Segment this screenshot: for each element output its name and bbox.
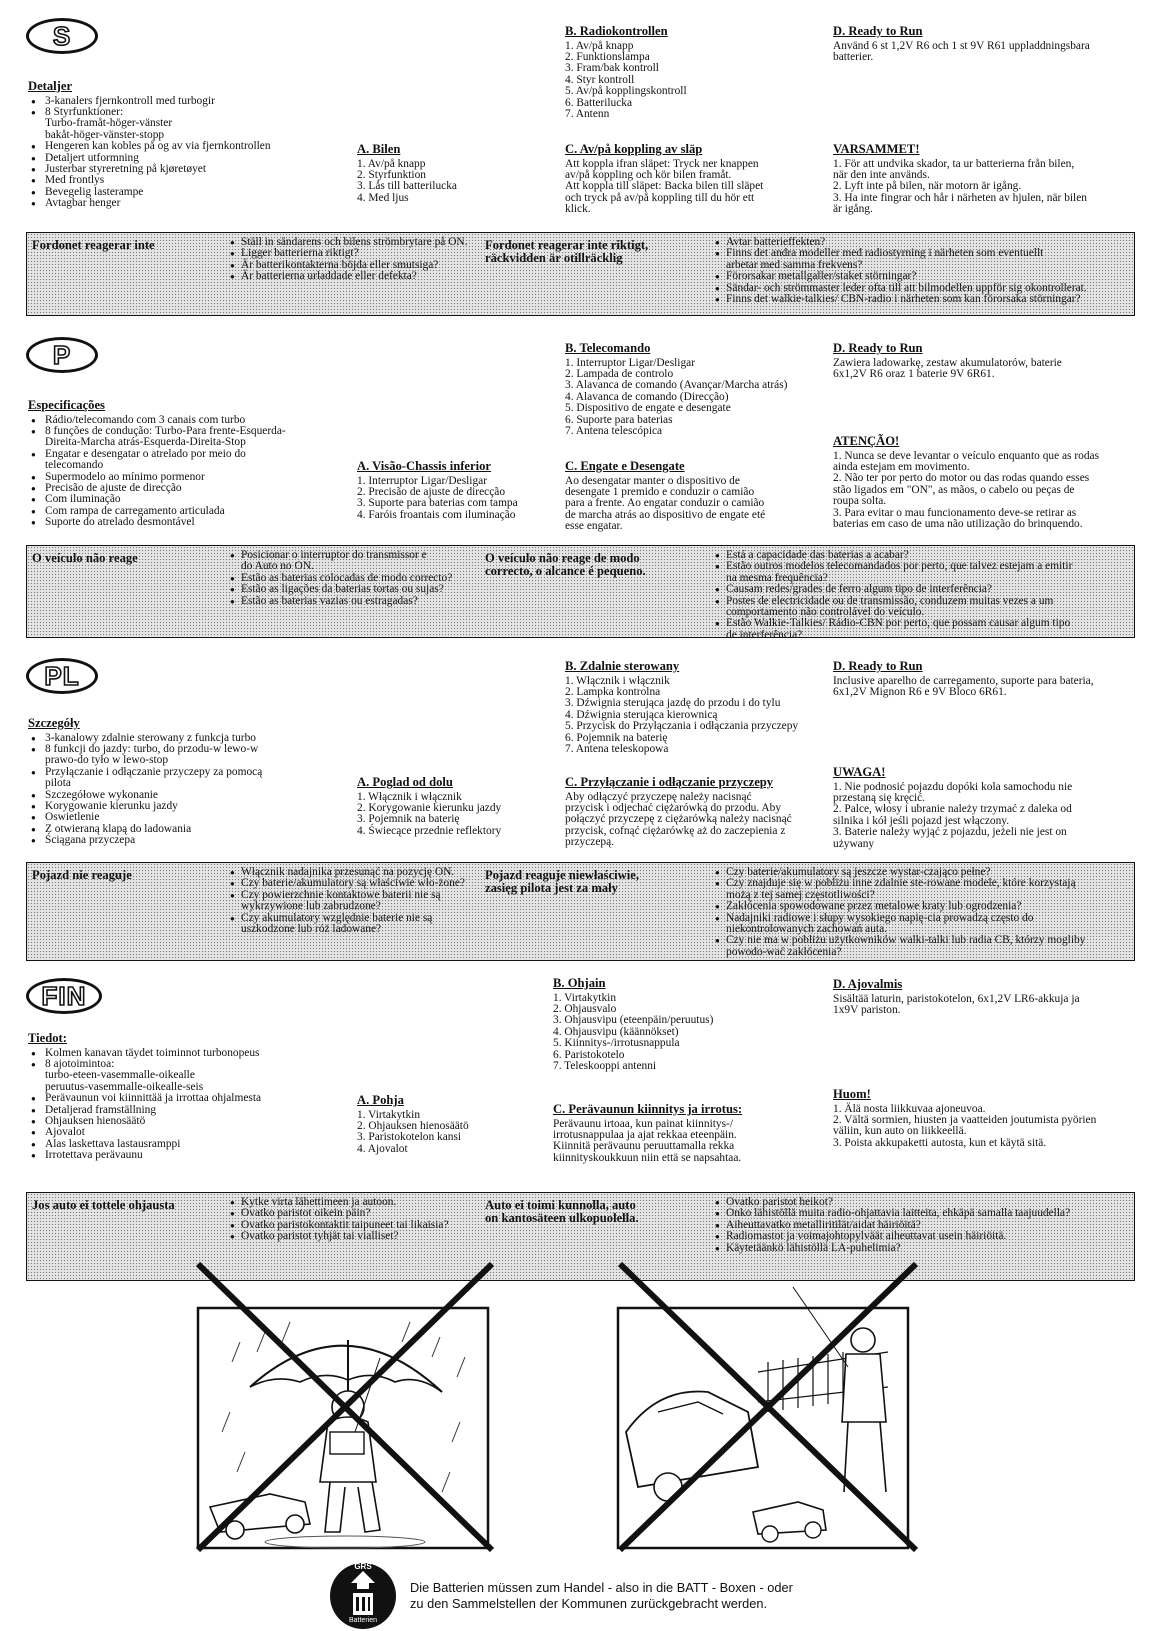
list-item: ● Szczegółowe wykonanie [28, 790, 328, 801]
trouble-label-1: Jos auto ei tottele ohjausta [32, 1198, 175, 1212]
list-item: ● Czy powierzchnie kontaktowe baterii nie są wykrzywione lub zabrudzone? [227, 890, 497, 913]
part-a-list [357, 476, 557, 522]
details-block [28, 80, 328, 210]
list-item: 1. För att undvika skador, ta ur batterierna från bilen, när den inte används. [833, 157, 1075, 181]
warning-list [833, 1104, 1138, 1150]
trouble-list-2 [712, 867, 1132, 958]
part-b-block [565, 342, 815, 437]
list-item: 5. Dispositivo de engate e desengate [565, 402, 731, 415]
list-item: ● Perävaunun voi kiinnittää ja irrottaa ohjalmesta [28, 1093, 338, 1104]
list-item: ● Supermodelo ao mínimo pormenor [28, 472, 328, 483]
trouble-label-2: Auto ei toimi kunnolla, auto on kantosäteen ulkopuolella. [485, 1198, 639, 1225]
list-item: ● Czy baterie/akumulatory są jeszcze wystar-czająco pełne? [712, 867, 1132, 878]
list-item: 3. Para evitar o mau funcionamento deve-se retirar as baterias em caso de uma não utilização do brinquendo. [833, 506, 1083, 531]
list-item: 4. Ohjausvipu (käännökset) [553, 1025, 679, 1038]
list-item: ● Ściągana przyczepa [28, 835, 328, 846]
footer-text [410, 1580, 793, 1612]
list-item: ● Czy akumulatory względnie baterie nie są uszkodzone lub róż ladowane? [227, 913, 497, 936]
part-c-block [565, 143, 805, 216]
list-item: 2. Korygowanie kierunku jazdy [357, 802, 502, 814]
list-item: 2. Lampada de controlo [565, 368, 674, 380]
trouble-list-2 [712, 237, 1132, 305]
warning-title: VARSAMMET! [833, 142, 920, 156]
part-d-text: Använd 6 st 1,2V R6 och 1 st 9V R61 uppladdningsbara batterier. [833, 39, 1090, 63]
list-item: 3. Dźwignia sterująca jazdę do przodu i do tylu [565, 697, 781, 710]
list-item: ● Está a capacidade das baterias a acabar? [712, 550, 1132, 561]
language-badge: PL [26, 658, 98, 694]
list-item: 7. Teleskooppi antenni [553, 1060, 657, 1073]
list-item: ● Estão as ligações da baterias tortas ou sujas? [227, 584, 497, 595]
part-a-block [357, 1094, 537, 1155]
part-b-block [565, 660, 825, 755]
list-item: ● Ovatko paristot oikein päin? [227, 1208, 497, 1219]
list-item: 3. Paristokotelon kansi [357, 1131, 462, 1144]
logo-top-text: GRS [354, 1562, 372, 1571]
part-b-block [553, 977, 793, 1072]
part-b-list [565, 676, 825, 756]
list-item: 6. Batterilucka [565, 96, 633, 109]
list-item: 1. Interruptor Ligar/Desligar [357, 474, 487, 487]
list-item: ● Justerbar styreretning på kjøretøyet [28, 164, 328, 175]
logo-bottom-text: Batterien [348, 1617, 378, 1624]
part-b-title: B. Radiokontrollen [565, 24, 668, 38]
list-item: ● Engatar e desengatar o atrelado por meio do telecomando [28, 449, 328, 472]
list-item: 5. Av/på kopplingskontroll [565, 85, 687, 98]
details-block [28, 717, 328, 847]
details-title: Detaljer [28, 79, 73, 93]
list-item: ● Estão Walkie-Talkies/ Rádio-CBN por perto, que possam causar algum tipo de interferência? [712, 618, 1132, 641]
warning-block [833, 435, 1138, 530]
details-title: Especificações [28, 398, 105, 412]
list-item: 3. Ohjausvipu (eteenpäin/peruutus) [553, 1014, 714, 1027]
part-d-text: Inclusive aparelho de carregamento, suporte para bateria, 6x1,2V Mignon R6 e 9V Bloco 6R61. [833, 674, 1094, 698]
list-item: ● Aiheuttavatko metalliritilät/aidat häiriöitä? [712, 1220, 1132, 1231]
part-d-text: Zawiera ladowarkę, zestaw akumulatorów, baterie 6x1,2V R6 oraz 1 baterie 9V 6R61. [833, 356, 1062, 380]
details-title: Tiedot: [28, 1031, 67, 1045]
part-d-title: D. Ready to Run [833, 659, 923, 673]
list-item: 3. Lås till batterilucka [357, 180, 457, 193]
part-a-block [357, 143, 537, 204]
trouble-label-2: O veículo não reage de modo correcto, o alcance é pequeno. [485, 551, 646, 578]
trouble-label-1: Pojazd nie reaguje [32, 868, 132, 882]
trouble-list-1 [227, 237, 497, 283]
list-item: 4. Styr kontroll [565, 73, 635, 86]
part-b-title: B. Zdalnie sterowany [565, 659, 680, 673]
part-c-title: C. Engate e Desengate [565, 459, 685, 473]
part-a-list [357, 159, 537, 205]
language-badge: FIN [26, 978, 102, 1014]
list-item: ● Hengeren kan kobles på og av via fjernkontrollen [28, 141, 328, 152]
list-item: ● Nadajniki radiowe i słupy wysokiego napię-cia prowadzą często do niekontrolowanych zachowań auta. [712, 913, 1132, 936]
part-c-title: C. Przyłączanie i odłączanie przyczepy [565, 775, 774, 789]
list-item: 3. Suporte para baterias com tampa [357, 497, 518, 510]
list-item: 5. Przycisk do Przyłączania i odłączania przyczepy [565, 720, 799, 733]
list-item: ● Kolmen kanavan täydet toiminnot turbonopeus [28, 1048, 338, 1059]
troubleshooting-box [26, 862, 1135, 961]
list-item: ● Ställ in sändarens och bilens strömbrytare på ON. [227, 237, 497, 248]
warning-title: ATENÇÃO! [833, 434, 900, 448]
language-badge: P [26, 337, 98, 373]
list-item: ● Rádio/telecomando com 3 canais com turbo [28, 415, 328, 426]
details-list [28, 96, 328, 210]
troubleshooting-box [26, 545, 1135, 641]
part-b-title: B. Ohjain [553, 976, 606, 990]
list-item: ● 8 funções de condução: Turbo-Para frente-Esquerda- Direita-Marcha atrás-Esquerda-Direita-Stop [28, 426, 328, 449]
list-item: ● Finns det andra modeller med radiostyrning i närheten som eventuellt arbetar med samma frekvens? [712, 248, 1132, 271]
list-item: 6. Pojemnik na baterię [565, 731, 668, 744]
trouble-list-1 [227, 550, 497, 607]
list-item: 4. Alavanca de comando (Direcção) [565, 390, 729, 403]
part-a-block [357, 460, 557, 521]
list-item: 2. Lyft inte på bilen, när motorn är igång. [833, 180, 1022, 193]
list-item: ● Är batterikontakterna böjda eller smutsiga? [227, 260, 497, 271]
list-item: ● Suporte do atrelado desmontável [28, 517, 328, 528]
trouble-list-1 [227, 1197, 497, 1243]
list-item: 1. Nunca se deve levantar o veículo enquanto que as rodas ainda estejam em movimento. [833, 449, 1100, 473]
list-item: ● Ajovalot [28, 1127, 338, 1138]
warning-list [833, 451, 1138, 531]
list-item: 6. Suporte para baterias [565, 413, 673, 426]
list-item: ● Ovatko paristot heikot? [712, 1197, 1132, 1208]
part-c-text: Ao desengatar manter o dispositivo de desengate 1 premido e conduzir o camião para a frente. Ao engatar conduzir o camião de marcha atrás ao dispositivo de engate eté esse engatar. [565, 474, 766, 533]
list-item: 4. Faróis froantais com iluminação [357, 508, 516, 521]
list-item: ● Korygowanie kierunku jazdy [28, 801, 328, 812]
list-item: ● Z otwieraną klapą do ladowania [28, 824, 328, 835]
warning-block [833, 1088, 1138, 1149]
part-a-title: A. Pohja [357, 1093, 404, 1107]
part-a-title: A. Bilen [357, 142, 401, 156]
list-item: ● 8 Styrfunktioner: Turbo-framåt-höger-vänster bakåt-höger-vänster-stopp [28, 107, 328, 141]
list-item: ● Sändar- och strömmaster leder ofta till att bilmodellen uppför sig okontrollerat. [712, 283, 1132, 294]
list-item: ● 3-kanalowy zdalnie sterowany z funkcja turbo [28, 733, 328, 744]
part-a-list [357, 792, 557, 838]
list-item: ● Włącznik nadajnika przesunąć na pozycję ON. [227, 867, 497, 878]
list-item: ● Käytetäänkö lähistöllä LA-puhelimia? [712, 1243, 1132, 1254]
list-item: 3. Poista akkupaketti autosta, kun et käytä sitä. [833, 1136, 1047, 1149]
part-a-block [357, 776, 557, 837]
list-item: 2. Palce, włosy i ubranie należy trzymać z daleka od silnika i kół jeśli pojazd jest włączony. [833, 803, 1072, 827]
part-c-block [553, 1103, 793, 1164]
part-d-block [833, 978, 1138, 1016]
troubleshooting-box [26, 232, 1135, 316]
part-c-text: Perävaunu irtoaa, kun painat kiinnitys-/ irrotusnappulaa ja ajat rekkaa eteenpäin. Kiinnitä perävaunu peruuttamalla rekka kiinnityskoukkuun niin että se napsahtaa. [553, 1117, 742, 1164]
crossed-out-street-illustration [598, 1262, 928, 1557]
part-d-title: D. Ready to Run [833, 341, 923, 355]
list-item: ● Ligger batterierna riktigt? [227, 248, 497, 259]
list-item: ● Alas laskettava lastausramppi [28, 1139, 338, 1150]
list-item: 4. Świecące przednie reflektory [357, 824, 502, 837]
list-item: ● Precisão de ajuste de direcção [28, 483, 328, 494]
list-item: 7. Antenn [565, 108, 610, 121]
details-block [28, 399, 328, 529]
list-item: 3. Ha inte fingrar och hår i närheten av hjulen, när bilen är igång. [833, 191, 1087, 216]
list-item: ● Detaljert utformning [28, 153, 328, 164]
list-item: 1. Włącznik i włącznik [357, 790, 462, 803]
part-c-text: Att koppla ifran släpet: Tryck ner knappen av/på koppling och kör bilen framåt. Att koppla till släpet: Backa bilen till släpet och tryck på av/på koppling till du hör ett klick. [565, 157, 764, 216]
list-item: ● Zakłócenia spowodowane przez metalowe kraty lub ogrodzenia? [712, 901, 1132, 912]
footer-line-2: zu den Sammelstellen der Kommunen zurückgebracht werden. [410, 1596, 768, 1611]
warning-list [833, 159, 1138, 216]
details-title: Szczegóły [28, 716, 80, 730]
list-item: ● Ovatko paristokontaktit taipuneet tai likaisia? [227, 1220, 497, 1231]
part-a-title: A. Visão-Chassis inferior [357, 459, 491, 473]
part-c-text: Aby odłączyć przyczepę należy nacisnąć przycisk i odjechać ciężarówką do przodu. Aby połączyć przyczepę z ciężarówką należy nacisnąć przycisk, cofnąć ciężarówkę aż do zaczepienia z przyczepą. [565, 790, 792, 849]
language-badge: S [26, 18, 98, 54]
list-item: ● Irrotettava perävaunu [28, 1150, 338, 1161]
list-item: 3. Alavanca de comando (Avançar/Marcha atrás) [565, 379, 788, 392]
list-item: 3. Baterie należy wyjąć z pojazdu, jeżeli nie jest on używany [833, 826, 1067, 850]
warning-list [833, 782, 1138, 850]
list-item: ● Przyłączanie i odłączanie przyczepy za pomocą pilota [28, 767, 328, 790]
part-c-title: C. Av/på koppling av släp [565, 142, 703, 156]
details-list [28, 733, 328, 847]
warning-block [833, 143, 1138, 216]
trouble-label-1: Fordonet reagerar inte [32, 238, 155, 252]
list-item: 2. Ohjauksen hienosäätö [357, 1120, 469, 1132]
list-item: 6. Paristokotelo [553, 1048, 625, 1061]
list-item: ● Med frontlys [28, 175, 328, 186]
list-item: ● Com rampa de carregamento articulada [28, 506, 328, 517]
list-item: ● Causam redes/grades de ferro algum tipo de interferência? [712, 584, 1132, 595]
list-item: ● 8 ajotoimintoa: turbo-eteen-vasemmalle-oikealle peruutus-vasemmalle-oikealle-seis [28, 1059, 338, 1093]
part-b-block [565, 25, 805, 120]
trouble-label-2: Pojazd reaguje niewłaściwie, zasięg pilota jest za mały [485, 868, 640, 895]
footer-line-1: Die Batterien müssen zum Handel - also in die BATT - Boxen - oder [410, 1580, 793, 1595]
list-item: ● Kytke virta lähettimeen ja autoon. [227, 1197, 497, 1208]
list-item: ● 8 funkcji do jazdy: turbo, do przodu-w lewo-w prawo-do tyło w lewo-stop [28, 744, 328, 767]
list-item: 5. Kiinnitys-/irrotusnappula [553, 1037, 680, 1050]
list-item: ● Czy nie ma w pobliżu użytkowników walki-talki lub radia CB, którzy mogliby powodo-wać zakłócenia? [712, 935, 1132, 958]
list-item: 1. Virtakytkin [553, 991, 617, 1004]
list-item: 3. Fram/bak kontroll [565, 62, 659, 75]
part-b-list [565, 358, 815, 438]
list-item: ● Ohjauksen hienosäätö [28, 1116, 338, 1127]
list-item: 1. Älä nosta liikkuvaa ajoneuvoa. [833, 1102, 986, 1115]
trouble-label-2: Fordonet reagerar inte riktigt, räckvidden är otillräcklig [485, 238, 649, 265]
list-item: 1. Virtakytkin [357, 1108, 421, 1121]
part-d-title: D. Ajovalmis [833, 977, 903, 991]
list-item: 1. Włącznik i włącznik [565, 674, 670, 687]
list-item: ● Czy baterie/akumulatory są właściwie wło-żone? [227, 878, 497, 889]
list-item: 3. Pojemnik na baterię [357, 813, 460, 826]
list-item: 4. Ajovalot [357, 1142, 408, 1155]
list-item: 7. Antena teleskopowa [565, 743, 669, 756]
details-list [28, 415, 328, 529]
details-list [28, 1048, 338, 1162]
list-item: 4. Med ljus [357, 191, 409, 204]
list-item: ● Avtagbar henger [28, 198, 328, 209]
list-item: 4. Dźwignia sterująca kierownicą [565, 708, 718, 721]
list-item: 1. Av/på knapp [357, 157, 426, 170]
list-item: 2. Lampka kontrolna [565, 686, 661, 698]
list-item: 2. Precisão de ajuste de direcção [357, 486, 506, 498]
trouble-list-2 [712, 550, 1132, 641]
list-item: 2. Styrfunktion [357, 169, 426, 181]
list-item: ● Com iluminação [28, 494, 328, 505]
part-b-list [553, 993, 793, 1073]
warning-title: UWAGA! [833, 765, 886, 779]
list-item: 7. Antena telescópica [565, 425, 663, 438]
list-item: ● Posicionar o interruptor do transmissor e do Auto no ON. [227, 550, 497, 573]
warning-title: Huom! [833, 1087, 871, 1101]
list-item: ● Ovatko paristot tyhjät tai vialliset? [227, 1231, 497, 1242]
list-item: ● Estão outros modelos telecomandados por perto, que talvez estejam a emitir na mesma frequência? [712, 561, 1132, 584]
list-item: ● Estão as baterias vazias ou estragadas? [227, 596, 497, 607]
list-item: 2. Não ter por perto do motor ou das rodas quando esses stão ligados em "ON", as mãos, o cabelo ou peças de roupa solta. [833, 472, 1090, 508]
list-item: ● Czy znajduje się w pobliżu inne zdalnie ste-rowane modele, które korzystają możą z tej samej częstotliwości? [712, 878, 1132, 901]
list-item: 1. Nie podnosić pojazdu dopóki kola samochodu nie przestaną się kręcić. [833, 780, 1073, 804]
details-block [28, 1032, 338, 1162]
list-item: ● Förorsakar metallgaller/staket störningar? [712, 271, 1132, 282]
part-c-block [565, 460, 805, 533]
list-item: 2. Funktionslampa [565, 51, 650, 63]
list-item: ● Postes de electricidade ou de transmissão, conduzem muitas vezes a um comportamento não controlável do veículo. [712, 596, 1132, 619]
list-item: ● Detaljerad framställning [28, 1105, 338, 1116]
list-item: ● Bevegelig lasterampe [28, 187, 328, 198]
part-a-list [357, 1110, 537, 1156]
list-item: 1. Av/på knapp [565, 39, 634, 52]
part-d-text: Sisältää laturin, paristokotelon, 6x1,2V LR6-akkuja ja 1x9V pariston. [833, 992, 1080, 1016]
list-item: ● Oswietlenie [28, 812, 328, 823]
list-item: ● 3-kanalers fjernkontroll med turbogir [28, 96, 328, 107]
trouble-label-1: O veículo não reage [32, 551, 138, 565]
crossed-out-rain-illustration [180, 1262, 510, 1557]
list-item: 1. Interruptor Ligar/Desligar [565, 356, 695, 369]
trouble-list-2 [712, 1197, 1132, 1254]
part-b-title: B. Telecomando [565, 341, 651, 355]
trouble-list-1 [227, 867, 497, 935]
part-a-title: A. Poglad od dolu [357, 775, 453, 789]
part-d-block [833, 342, 1138, 380]
part-c-title: C. Perävaunun kiinnitys ja irrotus: [553, 1102, 743, 1116]
list-item: 2. Vältä sormien, hiusten ja vaatteiden joutumista pyörien väliin, kun auto on liikkeellä. [833, 1114, 1097, 1138]
warning-block [833, 766, 1138, 850]
part-d-block [833, 660, 1138, 698]
part-d-block [833, 25, 1138, 63]
part-d-title: D. Ready to Run [833, 24, 923, 38]
list-item: ● Estão as baterias colocadas de modo correcto? [227, 573, 497, 584]
list-item: ● Radiomastot ja voimajohtopylväät aiheuttavat usein häiriöitä. [712, 1231, 1132, 1242]
illustrations [0, 1262, 1163, 1557]
list-item: 2. Ohjausvalo [553, 1003, 617, 1015]
part-b-list [565, 41, 805, 121]
list-item: ● Är batterierna urladdade eller defekta? [227, 271, 497, 282]
list-item: ● Onko lähistöllä muita radio-ohjattavia laitteita, ehkäpä samalla taajuudella? [712, 1208, 1132, 1219]
list-item: ● Avtar batterieffekten? [712, 237, 1132, 248]
part-c-block [565, 776, 805, 849]
list-item: ● Finns det walkie-talkies/ CBN-radio i närheten som kan förorsaka störningar? [712, 294, 1132, 305]
